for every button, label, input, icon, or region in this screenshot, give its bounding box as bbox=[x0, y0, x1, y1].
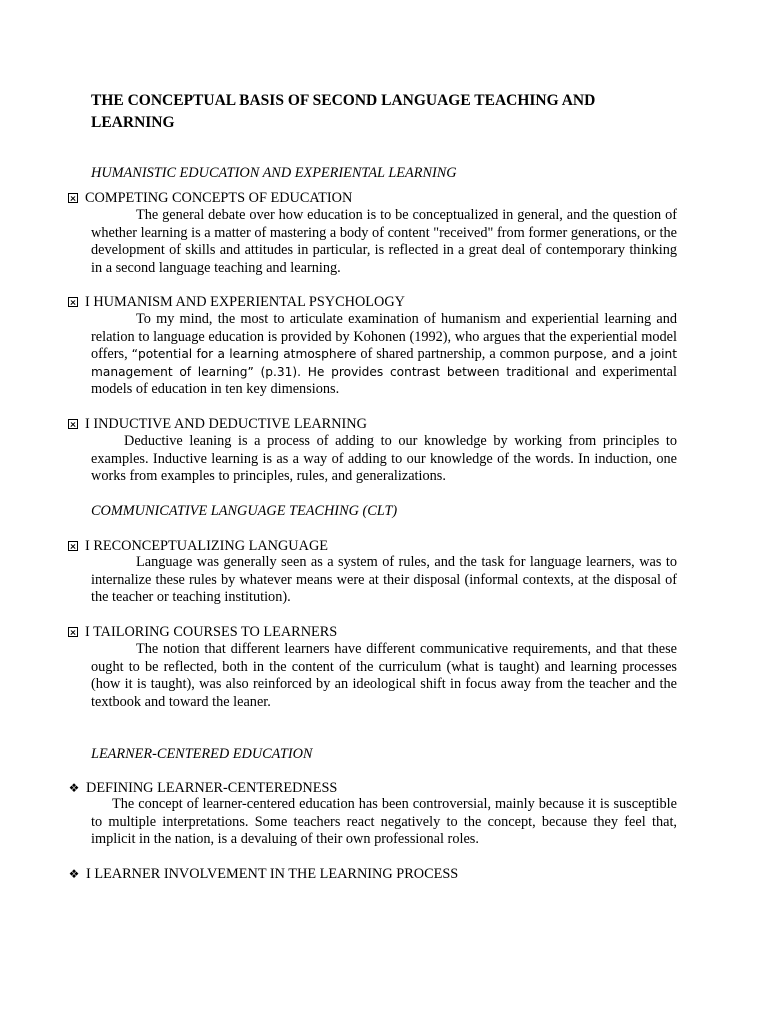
paragraph-tailoring: The notion that different learners have different communicative requirements, and that these ought to be reflected, both in the content of the curriculum (what is taught) and learning processes (how it is taught), was also reinforced by an ideological shift in focus away from the teacher and the textbook and toward the leaner. bbox=[91, 641, 677, 710]
section-heading-label: I INDUCTIVE AND DEDUCTIVE LEARNING bbox=[85, 416, 367, 432]
paragraph-defining: The concept of learner-centered education has been controversial, mainly because it is susceptible to multiple interpretations. Some teachers react negatively to the concept, because they feel that, implicit in the nation, is a devaluing of their own professional roles. bbox=[91, 796, 677, 848]
part-heading-clt: COMMUNICATIVE LANGUAGE TEACHING (CLT) bbox=[91, 503, 398, 519]
document-title: THE CONCEPTUAL BASIS OF SECOND LANGUAGE TEACHING AND LEARNING bbox=[91, 92, 596, 131]
diamond-bullet-icon: ❖ bbox=[68, 867, 80, 881]
part-heading-humanistic: HUMANISTIC EDUCATION AND EXPERIENTAL LEARNING bbox=[91, 165, 457, 181]
section-heading-reconceptualizing bbox=[68, 537, 688, 555]
section-heading-tailoring bbox=[68, 623, 688, 641]
section-heading-competing-concepts bbox=[68, 189, 688, 207]
section-heading-defining bbox=[68, 779, 688, 797]
diamond-bullet-icon: ❖ bbox=[68, 781, 80, 795]
paragraph-competing-concepts: The general debate over how education is to be conceptualized in general, and the question of whether learning is a matter of mastering a body of content "received" from former generations, or the development of skills and attitudes in particular, is reflected in a great deal of contemporary thinking in a second language teaching and learning. bbox=[91, 207, 677, 276]
quotation-text: purpose, and a joint management of learning” (p.31). He provides contrast between traditional bbox=[91, 347, 678, 379]
section-heading-label: I LEARNER INVOLVEMENT IN THE LEARNING PROCESS bbox=[86, 866, 459, 882]
quotation-text: “potential for a learning atmosphere bbox=[131, 347, 357, 362]
section-heading-label: DEFINING LEARNER-CENTEREDNESS bbox=[86, 780, 338, 796]
checkbox-bullet-icon bbox=[68, 541, 78, 551]
part-heading-learner-centered: LEARNER-CENTERED EDUCATION bbox=[91, 746, 313, 762]
section-heading-inductive-deductive bbox=[68, 415, 688, 433]
checkbox-bullet-icon bbox=[68, 627, 78, 637]
section-heading-label: COMPETING CONCEPTS OF EDUCATION bbox=[85, 190, 353, 206]
paragraph-inductive-deductive: Deductive leaning is a process of adding to our knowledge by working from principles to examples. Inductive learning is as a way of adding to our knowledge of the words. In induction, one works from examples to principles, rules, and generalizations. bbox=[91, 433, 677, 485]
section-heading-humanism bbox=[68, 293, 688, 311]
section-heading-learner-involvement bbox=[68, 865, 688, 883]
checkbox-bullet-icon bbox=[68, 193, 78, 203]
paragraph-text: To my mind, the most to articulate examination of humanism and experiential learning and relation to language education is provided by Kohonen (1992), who argues that the experiential model offers, bbox=[91, 311, 677, 363]
section-heading-label: I TAILORING COURSES TO LEARNERS bbox=[85, 624, 338, 640]
paragraph-humanism bbox=[91, 311, 677, 399]
checkbox-bullet-icon bbox=[68, 419, 78, 429]
section-heading-label: I RECONCEPTUALIZING LANGUAGE bbox=[85, 538, 329, 554]
paragraph-reconceptualizing: Language was generally seen as a system of rules, and the task for language learners, was to internalize these rules by whatever means were at their disposal (informal contexts, at the disposal of the teacher or teaching institution). bbox=[91, 554, 677, 606]
checkbox-bullet-icon bbox=[68, 297, 78, 307]
paragraph-text: and experimental models of education in ten key dimensions. bbox=[91, 363, 678, 398]
paragraph-text: of shared partnership, a common bbox=[356, 346, 554, 363]
section-heading-label: I HUMANISM AND EXPERIENTAL PSYCHOLOGY bbox=[85, 294, 406, 310]
